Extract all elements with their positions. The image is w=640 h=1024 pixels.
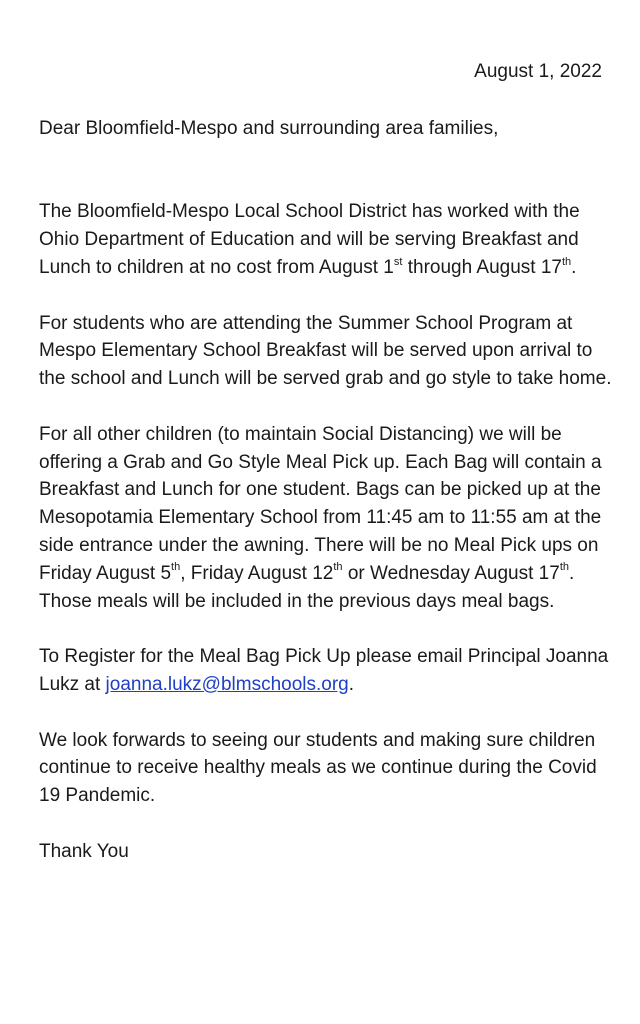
letter-body <box>39 115 614 893</box>
ordinal-suffix: th <box>559 561 569 574</box>
paragraph-registration <box>39 643 614 699</box>
paragraph-meal-service-text-a: The Bloomfield-Mespo Local School District has worked with the Ohio Department of Education and will be serving Breakfast and Lunch to children at no cost from August 1 <box>39 201 580 278</box>
ordinal-suffix: th <box>171 561 181 574</box>
paragraph-grab-and-go-text-a: For all other children (to maintain Social Distancing) we will be offering a Grab and Go Style Meal Pick up. Each Bag will contain a Breakfast and Lunch for one student. Bags can be picked up at the Mesopotamia Elementary School from 11:45 am to 11:55 am at the side entrance under the awning. There will be no Meal Pick ups on Friday August 5 <box>39 423 602 584</box>
principal-email-link[interactable]: joanna.lukz@blmschools.org <box>105 673 349 695</box>
paragraph-meal-service-text-c: . <box>571 256 577 278</box>
paragraph-registration-text-b: . <box>348 673 355 695</box>
paragraph-grab-and-go <box>39 421 614 616</box>
letter-date: August 1, 2022 <box>474 61 602 82</box>
paragraph-closing-remarks: We look forwards to seeing our students and making sure children continue to receive healthy meals as we continue during the Covid 19 Pandemic. <box>39 729 597 807</box>
ordinal-suffix: th <box>333 561 343 574</box>
paragraph-grab-and-go-text-c: or Wednesday August 17 <box>342 562 560 584</box>
ordinal-suffix: st <box>393 255 403 268</box>
paragraph-grab-and-go-text-d: . Those meals will be included in the previous days meal bags. <box>39 562 575 612</box>
paragraph-grab-and-go-text-b: , Friday August 12 <box>180 562 334 584</box>
greeting: Dear Bloomfield-Mespo and surrounding area families, <box>39 118 499 139</box>
paragraph-meal-service <box>39 198 614 281</box>
paragraph-registration-text-a: To Register for the Meal Bag Pick Up please email Principal Joanna Lukz at <box>39 646 609 695</box>
paragraph-summer-school: For students who are attending the Summer School Program at Mespo Elementary School Breakfast will be served upon arrival to the school and Lunch will be served grab and go style to take home. <box>39 312 612 390</box>
ordinal-suffix: th <box>561 255 572 268</box>
paragraph-meal-service-text-b: through August 17 <box>402 256 562 278</box>
closing-signoff: Thank You <box>39 840 129 862</box>
